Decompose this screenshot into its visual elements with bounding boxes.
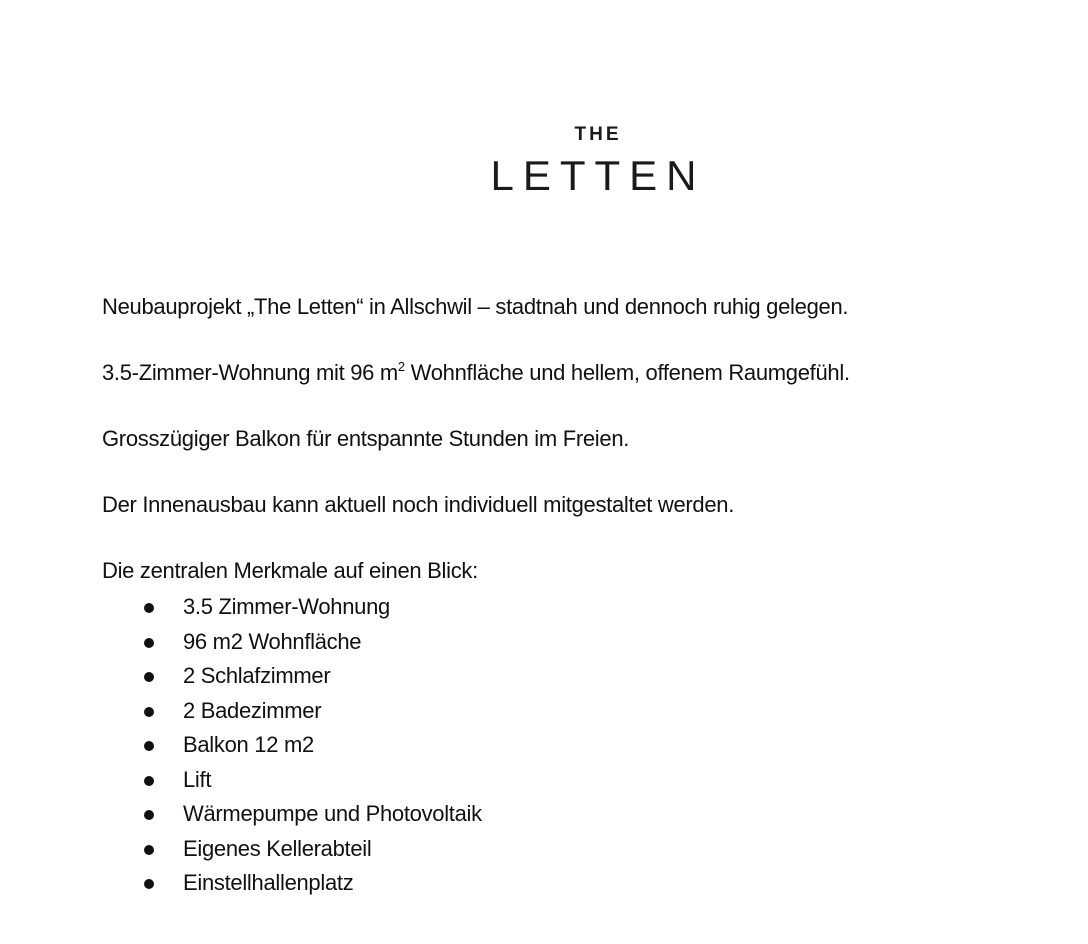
list-item bbox=[102, 590, 1042, 625]
list-item-text: Balkon 12 m2 bbox=[183, 732, 314, 757]
bullet-icon bbox=[144, 707, 154, 717]
bullet-icon bbox=[144, 879, 154, 889]
document-body bbox=[102, 292, 1042, 901]
list-item bbox=[102, 763, 1042, 798]
balcony-paragraph: Grosszügiger Balkon für entspannte Stunden im Freien. bbox=[102, 426, 630, 451]
intro-paragraph: Neubauprojekt „The Letten“ in Allschwil – stadtnah und dennoch ruhig gelegen. bbox=[102, 294, 849, 319]
list-item-text: 2 Schlafzimmer bbox=[183, 663, 331, 688]
bullet-icon bbox=[144, 845, 154, 855]
bullet-icon bbox=[144, 810, 154, 820]
list-item bbox=[102, 728, 1042, 763]
apartment-text-start: 3.5-Zimmer-Wohnung mit 96 m bbox=[102, 360, 398, 385]
bullet-icon bbox=[144, 603, 154, 613]
list-item-text: 96 m2 Wohnfläche bbox=[183, 628, 362, 654]
features-list bbox=[102, 590, 1042, 901]
list-item bbox=[102, 832, 1042, 867]
list-item-text: 2 Badezimmer bbox=[183, 697, 322, 723]
list-item bbox=[102, 866, 1042, 901]
bullet-icon bbox=[144, 776, 154, 786]
bullet-icon bbox=[144, 741, 154, 751]
bullet-icon bbox=[144, 638, 154, 648]
list-item-text: Einstellhallenplatz bbox=[183, 870, 354, 895]
superscript-2: 2 bbox=[397, 359, 405, 374]
logo-letten: LETTEN bbox=[490, 152, 706, 199]
interior-paragraph: Der Innenausbau kann aktuell noch individuell mitgestaltet werden. bbox=[102, 492, 735, 517]
list-item bbox=[102, 694, 1042, 729]
logo bbox=[0, 124, 1088, 198]
features-title: Die zentralen Merkmale auf einen Blick: bbox=[102, 558, 478, 583]
list-item-text: Eigenes Kellerabteil bbox=[183, 835, 372, 861]
list-item-text: 3.5 Zimmer-Wohnung bbox=[183, 594, 390, 619]
list-item-text: Wärmepumpe und Photovoltaik bbox=[183, 801, 482, 826]
list-item bbox=[102, 625, 1042, 660]
list-item bbox=[102, 797, 1042, 832]
apartment-text-end: Wohnfläche und hellem, offenem Raumgefühl. bbox=[404, 360, 850, 385]
bullet-icon bbox=[144, 672, 154, 682]
list-item-text: Lift bbox=[183, 766, 212, 792]
logo-the: THE bbox=[574, 124, 622, 145]
apartment-paragraph bbox=[102, 358, 1042, 388]
list-item bbox=[102, 659, 1042, 694]
